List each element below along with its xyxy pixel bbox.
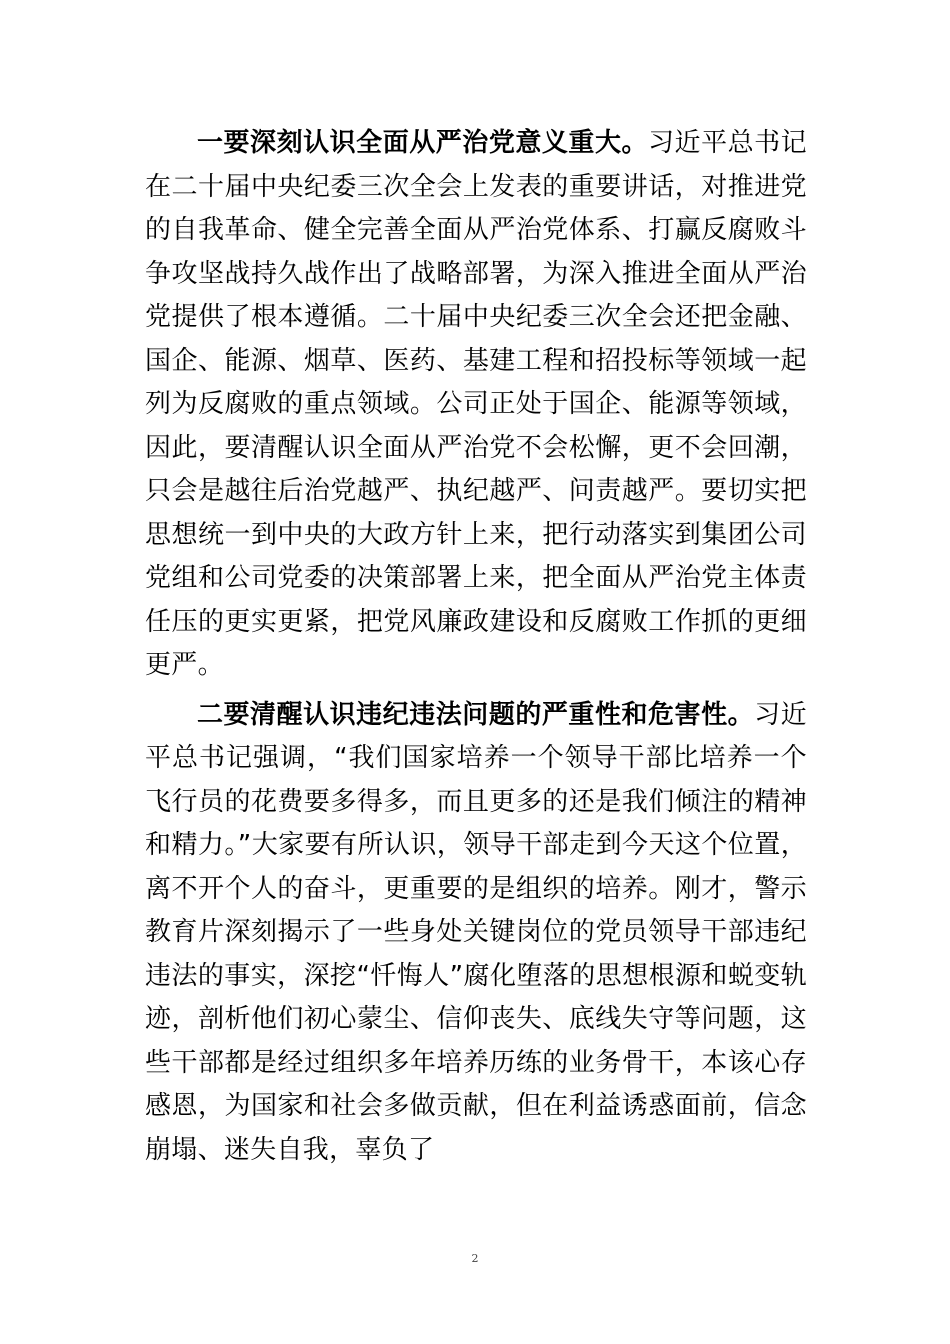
page-number: 2 (471, 1252, 479, 1265)
paragraph-1 (145, 122, 807, 688)
paragraph-1-heading: 一要深刻认识全面从严治党意义重大。 (197, 128, 649, 158)
paragraph-2-heading: 二要清醒认识违纪违法问题的严重性和危害性。 (197, 699, 755, 730)
paragraph-1-text: 习近平总书记在二十届中央纪委三次全会上发表的重要讲话，对推进党的自我革命、健全完善全面从严治党体系、打赢反腐败斗争攻坚战持久战作出了战略部署，为深入推进全面从严治党提供了根本遵循。二十届中央纪委三次全会还把金融、国企、能源、烟草、医药、基建工程和招投标等领域一起列为反腐败的重点领域。公司正处于国企、能源等领域，因此，要清醒认识全面从严治党不会松懈，更不会回潮，只会是越往后治党越严、执纪越严、问责越严。要切实把思想统一到中央的大政方针上来，把行动落实到集团公司党组和公司党委的决策部署上来，把全面从严治党主体责任压的更实更紧，把党风廉政建设和反腐败工作抓的更细更严。 (145, 128, 807, 680)
document-body (145, 122, 807, 1172)
paragraph-2 (145, 694, 807, 1173)
paragraph-2-text: 习近平总书记强调，“我们国家培养一个领导干部比培养一个飞行员的花费要多得多，而且更多的还是我们倾注的精神和精力。”大家要有所认识，领导干部走到今天这个位置，离不开个人的奋斗，更重要的是组织的培养。刚才，警示教育片深刻揭示了一些身处关键岗位的党员领导干部违纪违法的事实，深挖“忏悔人”腐化堕落的思想根源和蜕变轨迹，剖析他们初心蒙尘、信仰丧失、底线失守等问题，这些干部都是经过组织多年培养历练的业务骨干，本该心存感恩，为国家和社会多做贡献，但在利益诱惑面前，信念崩塌、迷失自我，辜负了 (145, 699, 807, 1165)
